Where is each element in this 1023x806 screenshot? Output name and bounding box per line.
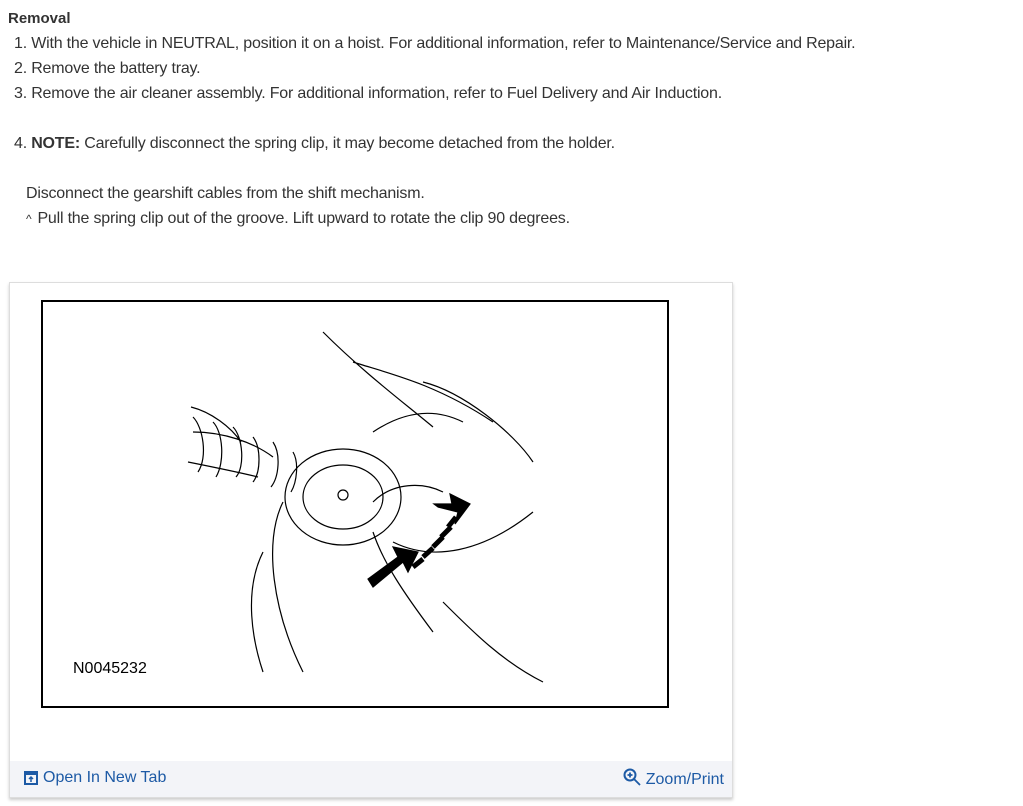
open-new-tab-label: Open In New Tab [43,769,167,786]
open-new-tab-link[interactable] [24,769,166,787]
zoom-print-link[interactable] [623,765,724,789]
spring-clip-illustration [43,302,667,706]
figure-card [9,282,733,798]
open-new-tab-icon [24,771,38,785]
note-label: NOTE: [31,135,80,152]
figure-actions-bar [10,761,732,797]
section-heading: Removal [8,10,71,27]
step-number: 4. [14,135,27,152]
zoom-in-icon [623,768,641,786]
substep [26,210,570,228]
substep-text: Pull the spring clip out of the groove. Lift upward to rotate the clip 90 degrees. [37,210,570,227]
step-2: 2. Remove the battery tray. [14,60,201,77]
substep-marker: ^ [26,212,32,226]
zoom-print-label: Zoom/Print [645,771,724,788]
figure-id: N0045232 [73,660,147,677]
step-3: 3. Remove the air cleaner assembly. For additional information, refer to Fuel Delivery and Air Induction. [14,85,722,102]
figure-frame [41,300,669,708]
note-text: Carefully disconnect the spring clip, it may become detached from the holder. [79,135,615,152]
instruction: Disconnect the gearshift cables from the shift mechanism. [26,185,425,202]
step-1: 1. With the vehicle in NEUTRAL, position it on a hoist. For additional information, refer to Maintenance/Service and Repair. [14,35,856,52]
step-4 [14,135,615,153]
